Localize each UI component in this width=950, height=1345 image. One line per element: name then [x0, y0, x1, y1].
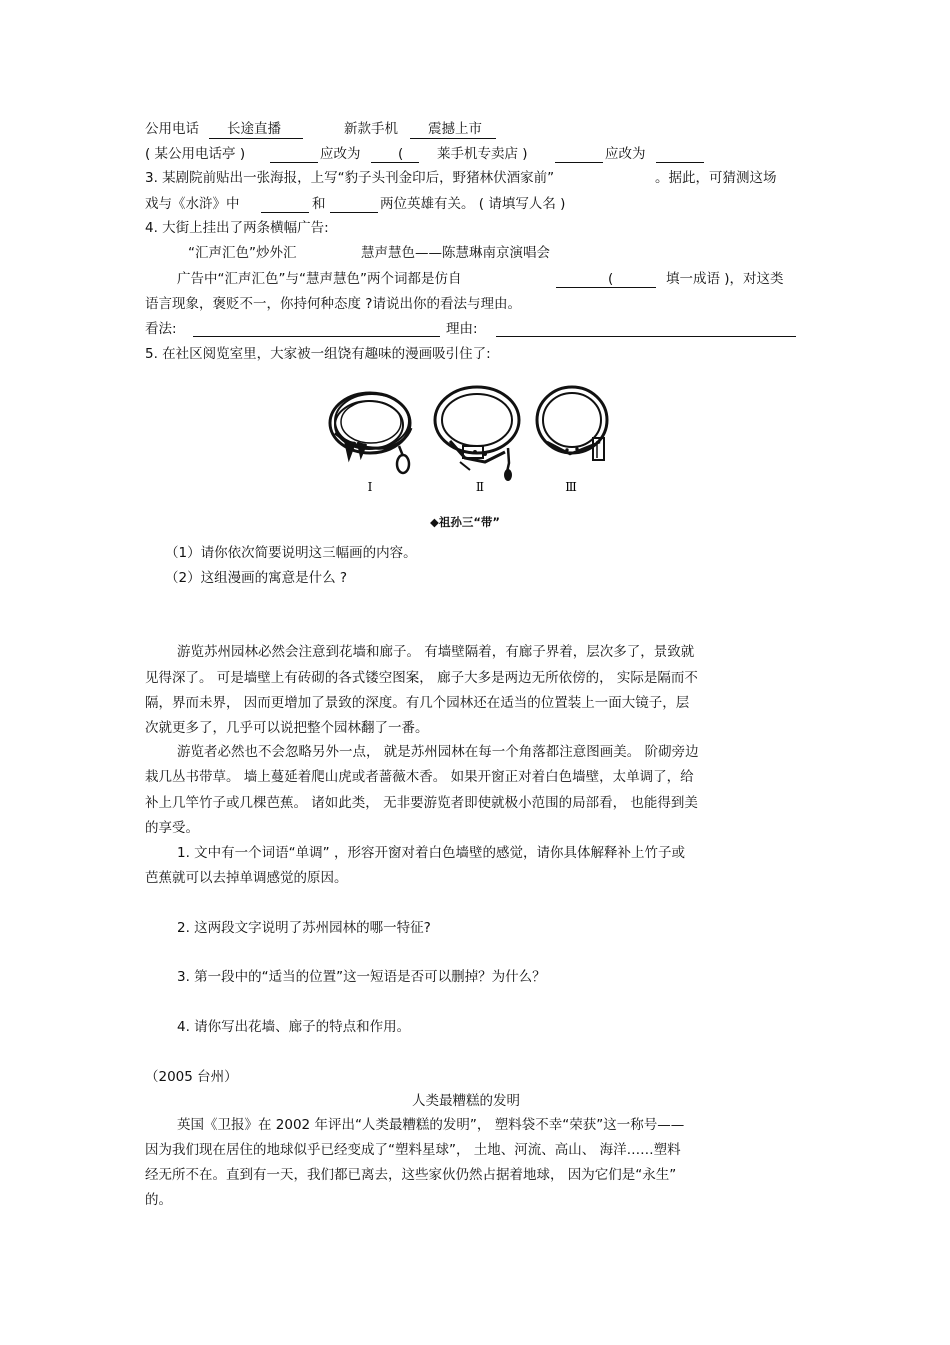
q3-line-1b: 。据此，可猜测这场	[655, 170, 777, 186]
panel-label-1: Ⅰ	[367, 480, 373, 494]
q3-line-1: 3. 某剧院前贴出一张海报，上写“豹子头刊金印后，野猪林伏酒家前”	[145, 170, 555, 186]
ad-4: 震撼上市	[428, 121, 482, 137]
p1-question-3: 3. 第一段中的“适当的位置”这一短语是否可以删掉？为什么？	[177, 969, 546, 985]
q4-banner-2: 慧声慧色——陈慧琳南京演唱会	[361, 245, 550, 261]
p1-question-1b: 芭蕉就可以去掉单调感觉的原因。	[145, 870, 348, 886]
view-answer-line[interactable]	[193, 336, 440, 337]
ad-line-1	[145, 120, 199, 138]
reason-label: 理由:	[446, 321, 478, 337]
p1-line-2: 见得深了。 可是墙壁上有砖砌的各式镂空图案， 廊子大多是两边无所依傍的， 实际是隔而不	[145, 670, 698, 686]
blank-hero-1[interactable]	[261, 212, 309, 213]
q4-para-1a: 广告中“汇声汇色”与“慧声慧色”两个词都是仿自	[177, 271, 462, 287]
q3-line-2b: 和	[312, 196, 326, 212]
p1-line-1: 游览苏州园林必然会注意到花墙和廊子。 有墙壁隔着，有廊子界着，层次多了，景致就	[177, 644, 695, 660]
p2-line-2: 因为我们现在居住的地球似乎已经变成了“塑料星球”， 土地、河流、高山、 海洋……塑料	[145, 1142, 681, 1158]
p1-question-1a: 1. 文中有一个词语“单调” ，形容开窗对着白色墙壁的感觉，请你具体解释补上竹子或	[177, 845, 685, 861]
q4-para-2: 语言现象，褒贬不一，你持何种态度 ?请说出你的看法与理由。	[145, 296, 521, 312]
ad-line-4	[428, 120, 482, 138]
q5-sub-1: （1）请你依次简要说明这三幅画的内容。	[165, 545, 417, 561]
p1-line-5: 游览者必然也不会忽略另外一点， 就是苏州园林在每一个角落都注意图画美。 阶砌旁边	[177, 744, 699, 760]
q4-title: 4. 大街上挂出了两条横幅广告:	[145, 220, 329, 236]
cartoon-caption: ◆祖孙三“带”	[430, 515, 500, 529]
belt-1-illustration	[330, 393, 411, 473]
q2-place-1: ( 某公用电话亭 )	[145, 146, 246, 162]
blank-3[interactable]	[555, 162, 603, 163]
reason-answer-line[interactable]	[496, 336, 796, 337]
p1-line-3: 隔，界而未界， 因而更增加了景致的深度。有几个园林还在适当的位置装上一面大镜子，层	[145, 695, 690, 711]
p2-line-1: 英国《卫报》在 2002 年评出“人类最糟糕的发明”， 塑料袋不幸“荣获”这一称号——	[177, 1117, 685, 1133]
panel-label-2: Ⅱ	[475, 480, 485, 494]
ad-underline-2	[410, 138, 496, 139]
belt-2-illustration	[435, 387, 519, 480]
q2-paren: (	[398, 146, 404, 162]
p1-line-7: 补上几竿竹子或几棵芭蕉。 诸如此类， 无非要游览者即使就极小范围的局部看， 也能得到美	[145, 795, 698, 811]
p1-line-8: 的享受。	[145, 820, 199, 836]
ad-3: 新款手机	[344, 121, 398, 137]
q2-change-1: 应改为	[320, 146, 361, 162]
q4-para-1b: (	[608, 271, 614, 287]
belt-3-illustration	[537, 387, 607, 460]
panel-label-3: Ⅲ	[565, 480, 577, 494]
p2-line-4: 的。	[145, 1192, 172, 1208]
cartoon-three-belts	[325, 378, 615, 503]
ad-line-2	[227, 120, 281, 138]
blank-2[interactable]	[371, 162, 419, 163]
blank-hero-2[interactable]	[330, 212, 378, 213]
ad-underline-1	[209, 138, 303, 139]
blank-4[interactable]	[656, 162, 704, 163]
p1-question-2: 2. 这两段文字说明了苏州园林的哪一特征?	[177, 920, 431, 936]
ad-1: 公用电话	[145, 121, 199, 137]
q5-title: 5. 在社区阅览室里，大家被一组饶有趣味的漫画吸引住了:	[145, 346, 491, 362]
blank-1[interactable]	[270, 162, 318, 163]
blank-idiom[interactable]	[556, 287, 656, 288]
ad-line-3	[344, 120, 398, 138]
view-label: 看法:	[145, 321, 177, 337]
p1-question-4: 4. 请你写出花墙、廊子的特点和作用。	[177, 1019, 411, 1035]
q2-place-2: 莱手机专卖店 )	[437, 146, 528, 162]
q3-line-2c: 两位英雄有关。 ( 请填写人名 )	[380, 196, 566, 212]
ad-2: 长途直播	[227, 121, 281, 137]
p2-source: （2005 台州）	[145, 1069, 238, 1085]
q3-line-2a: 戏与《水浒》中	[145, 196, 240, 212]
p2-title: 人类最糟糕的发明	[412, 1093, 520, 1109]
q4-banner-1: “汇声汇色”炒外汇	[188, 245, 297, 261]
p1-line-6: 栽几丛书带草。 墙上蔓延着爬山虎或者蔷薇木香。 如果开窗正对着白色墙壁，太单调了，给	[145, 769, 694, 785]
q2-change-2: 应改为	[605, 146, 646, 162]
q5-sub-2: （2）这组漫画的寓意是什么 ?	[165, 570, 348, 586]
p2-line-3: 经无所不在。直到有一天，我们都已离去，这些家伙仍然占据着地球， 因为它们是“永生”	[145, 1167, 677, 1183]
p1-line-4: 次就更多了，几乎可以说把整个园林翻了一番。	[145, 720, 429, 736]
q4-para-1c: 填一成语 )，对这类	[666, 271, 784, 287]
